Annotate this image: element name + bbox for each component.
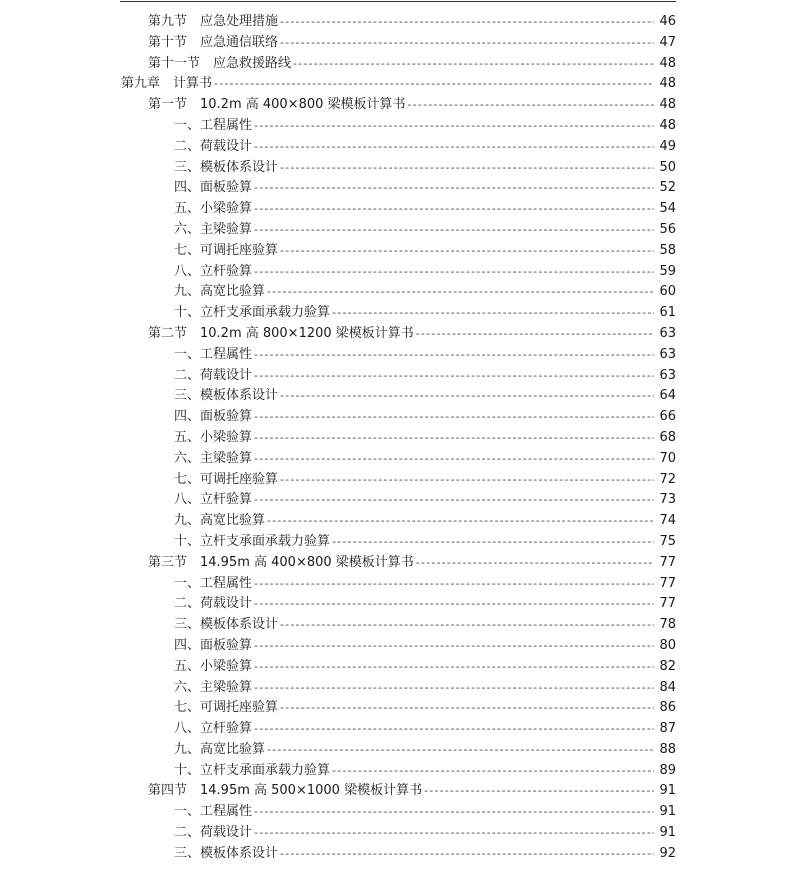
toc-dot-leader — [408, 95, 654, 116]
toc-subsection-entry[interactable] — [0, 615, 793, 636]
toc-subsection-entry[interactable] — [0, 282, 793, 303]
toc-entry-title: 十、立杆支承面承载力验算 — [174, 762, 331, 778]
toc-dot-leader — [214, 74, 654, 95]
toc-subsection-entry[interactable] — [0, 761, 793, 782]
toc-page-number: 77 — [659, 554, 676, 570]
toc-dot-leader — [280, 158, 654, 179]
toc-section-entry[interactable] — [0, 54, 793, 75]
toc-page-number: 64 — [659, 388, 676, 404]
toc-entry-title: 第四节 14.95m 高 500×1000 梁模板计算书 — [148, 783, 423, 799]
toc-dot-leader — [254, 178, 654, 199]
toc-entry-title: 第二节 10.2m 高 800×1200 梁模板计算书 — [148, 325, 414, 341]
toc-page-number: 73 — [659, 492, 676, 508]
toc-subsection-entry[interactable] — [0, 220, 793, 241]
toc-subsection-entry[interactable] — [0, 844, 793, 865]
toc-entry-title: 四、面板验算 — [174, 637, 253, 653]
toc-dot-leader — [280, 470, 654, 491]
toc-subsection-entry[interactable] — [0, 345, 793, 366]
toc-dot-leader — [254, 719, 654, 740]
toc-entry-title: 七、可调托座验算 — [174, 242, 279, 258]
toc-entry-title: 六、主梁验算 — [174, 221, 253, 237]
toc-page-number: 91 — [659, 825, 676, 841]
toc-dot-leader — [254, 823, 654, 844]
toc-page-number: 91 — [659, 804, 676, 820]
toc-dot-leader — [267, 511, 654, 532]
toc-entry-title: 第九节 应急处理措施 — [148, 14, 279, 29]
toc-entry-title: 二、荷载设计 — [174, 367, 253, 383]
toc-page-number: 63 — [659, 367, 676, 383]
toc-page-number: 86 — [659, 700, 676, 716]
toc-dot-leader — [280, 844, 654, 865]
toc-entry-title: 一、工程属性 — [174, 117, 253, 133]
toc-page-number: 46 — [659, 14, 676, 29]
toc-page-number: 47 — [659, 34, 676, 50]
toc-dot-leader — [280, 12, 654, 33]
toc-subsection-entry[interactable] — [0, 823, 793, 844]
toc-entry-title: 一、工程属性 — [174, 804, 253, 820]
toc-page-number: 48 — [659, 76, 676, 92]
toc-entry-title: 第九章 计算书 — [121, 76, 213, 92]
toc-page-number: 82 — [659, 658, 676, 674]
toc-dot-leader — [254, 220, 654, 241]
toc-dot-leader — [254, 636, 654, 657]
toc-page-number: 68 — [659, 429, 676, 445]
toc-dot-leader — [280, 33, 654, 54]
toc-subsection-entry[interactable] — [0, 137, 793, 158]
toc-dot-leader — [424, 781, 654, 802]
toc-entry-title: 四、面板验算 — [174, 409, 253, 425]
toc-dot-leader — [280, 241, 654, 262]
toc-entry-title: 八、立杆验算 — [174, 492, 253, 508]
toc-dot-leader — [267, 282, 654, 303]
toc-dot-leader — [332, 532, 654, 553]
toc-page-number: 72 — [659, 471, 676, 487]
toc-subsection-entry[interactable] — [0, 594, 793, 615]
toc-section-entry[interactable] — [0, 12, 793, 33]
toc-section-entry[interactable] — [0, 324, 793, 345]
toc-entry-title: 第十节 应急通信联络 — [148, 34, 279, 50]
toc-page-number: 48 — [659, 55, 676, 71]
toc-dot-leader — [416, 553, 654, 574]
toc-page-number: 80 — [659, 637, 676, 653]
toc-entry-title: 五、小梁验算 — [174, 201, 253, 217]
toc-entry-title: 六、主梁验算 — [174, 679, 253, 695]
toc-chapter-entry[interactable] — [0, 74, 793, 95]
toc-page-number: 63 — [659, 346, 676, 362]
toc-entry-title: 第三节 14.95m 高 400×800 梁模板计算书 — [148, 554, 414, 570]
toc-subsection-entry[interactable] — [0, 158, 793, 179]
toc-dot-leader — [332, 303, 654, 324]
toc-dot-leader — [254, 199, 654, 220]
toc-dot-leader — [254, 678, 654, 699]
toc-subsection-entry[interactable] — [0, 574, 793, 595]
toc-dot-leader — [254, 449, 654, 470]
toc-entry-title: 三、模板体系设计 — [174, 617, 279, 633]
toc-subsection-entry[interactable] — [0, 303, 793, 324]
toc-page-number: 87 — [659, 721, 676, 737]
toc-entry-title: 二、荷载设计 — [174, 596, 253, 612]
toc-subsection-entry[interactable] — [0, 407, 793, 428]
toc-dot-leader — [416, 324, 654, 345]
toc-section-entry[interactable] — [0, 781, 793, 802]
toc-dot-leader — [254, 137, 654, 158]
toc-dot-leader — [254, 345, 654, 366]
toc-page-number: 74 — [659, 513, 676, 529]
toc-entry-title: 十、立杆支承面承载力验算 — [174, 533, 331, 549]
top-rule — [120, 1, 676, 2]
toc-page-number: 56 — [659, 221, 676, 237]
toc-subsection-entry[interactable] — [0, 532, 793, 553]
toc-subsection-entry[interactable] — [0, 178, 793, 199]
toc-page-number: 77 — [659, 575, 676, 591]
toc-page-number: 89 — [659, 762, 676, 778]
table-of-contents — [0, 12, 793, 865]
toc-page-number: 61 — [659, 305, 676, 321]
toc-subsection-entry[interactable] — [0, 802, 793, 823]
toc-page-number: 49 — [659, 138, 676, 154]
toc-subsection-entry[interactable] — [0, 698, 793, 719]
toc-dot-leader — [254, 574, 654, 595]
toc-entry-title: 三、模板体系设计 — [174, 388, 279, 404]
toc-dot-leader — [254, 657, 654, 678]
toc-entry-title: 十、立杆支承面承载力验算 — [174, 305, 331, 321]
toc-page-number: 58 — [659, 242, 676, 258]
toc-subsection-entry[interactable] — [0, 511, 793, 532]
toc-page-number: 59 — [659, 263, 676, 279]
toc-entry-title: 二、荷载设计 — [174, 138, 253, 154]
toc-subsection-entry[interactable] — [0, 678, 793, 699]
toc-subsection-entry[interactable] — [0, 241, 793, 262]
toc-dot-leader — [254, 802, 654, 823]
toc-subsection-entry[interactable] — [0, 262, 793, 283]
toc-page-number: 70 — [659, 450, 676, 466]
toc-entry-title: 一、工程属性 — [174, 575, 253, 591]
toc-subsection-entry[interactable] — [0, 199, 793, 220]
toc-subsection-entry[interactable] — [0, 386, 793, 407]
toc-page-number: 50 — [659, 159, 676, 175]
toc-entry-title: 七、可调托座验算 — [174, 700, 279, 716]
toc-page-number: 78 — [659, 617, 676, 633]
toc-entry-title: 五、小梁验算 — [174, 658, 253, 674]
toc-subsection-entry[interactable] — [0, 470, 793, 491]
toc-dot-leader — [267, 740, 654, 761]
toc-subsection-entry[interactable] — [0, 740, 793, 761]
toc-dot-leader — [293, 54, 654, 75]
toc-entry-title: 七、可调托座验算 — [174, 471, 279, 487]
toc-entry-title: 八、立杆验算 — [174, 263, 253, 279]
toc-subsection-entry[interactable] — [0, 449, 793, 470]
toc-page-number: 48 — [659, 117, 676, 133]
toc-page-number: 66 — [659, 409, 676, 425]
toc-page-number: 75 — [659, 533, 676, 549]
toc-subsection-entry[interactable] — [0, 428, 793, 449]
toc-entry-title: 五、小梁验算 — [174, 429, 253, 445]
toc-dot-leader — [254, 594, 654, 615]
toc-page-number: 60 — [659, 284, 676, 300]
toc-dot-leader — [332, 761, 654, 782]
toc-dot-leader — [280, 615, 654, 636]
toc-subsection-entry[interactable] — [0, 366, 793, 387]
toc-entry-title: 九、高宽比验算 — [174, 513, 266, 529]
toc-subsection-entry[interactable] — [0, 116, 793, 137]
toc-page-number: 48 — [659, 97, 676, 113]
toc-section-entry[interactable] — [0, 95, 793, 116]
toc-page-number: 77 — [659, 596, 676, 612]
toc-entry-title: 九、高宽比验算 — [174, 741, 266, 757]
toc-page-number: 92 — [659, 845, 676, 861]
toc-dot-leader — [254, 262, 654, 283]
toc-entry-title: 四、面板验算 — [174, 180, 253, 196]
toc-page-number: 63 — [659, 325, 676, 341]
toc-entry-title: 九、高宽比验算 — [174, 284, 266, 300]
toc-dot-leader — [254, 490, 654, 511]
toc-section-entry[interactable] — [0, 33, 793, 54]
toc-entry-title: 三、模板体系设计 — [174, 845, 279, 861]
toc-dot-leader — [254, 428, 654, 449]
toc-entry-title: 三、模板体系设计 — [174, 159, 279, 175]
toc-dot-leader — [280, 698, 654, 719]
toc-dot-leader — [254, 407, 654, 428]
toc-subsection-entry[interactable] — [0, 490, 793, 511]
toc-dot-leader — [280, 386, 654, 407]
toc-dot-leader — [254, 366, 654, 387]
toc-page-number: 88 — [659, 741, 676, 757]
toc-entry-title: 八、立杆验算 — [174, 721, 253, 737]
toc-section-entry[interactable] — [0, 553, 793, 574]
toc-subsection-entry[interactable] — [0, 636, 793, 657]
toc-subsection-entry[interactable] — [0, 719, 793, 740]
toc-entry-title: 第一节 10.2m 高 400×800 梁模板计算书 — [148, 97, 406, 113]
toc-entry-title: 第十一节 应急救援路线 — [148, 55, 292, 71]
toc-subsection-entry[interactable] — [0, 657, 793, 678]
toc-page-number: 54 — [659, 201, 676, 217]
toc-entry-title: 一、工程属性 — [174, 346, 253, 362]
toc-entry-title: 六、主梁验算 — [174, 450, 253, 466]
toc-page-number: 91 — [659, 783, 676, 799]
toc-dot-leader — [254, 116, 654, 137]
toc-entry-title: 二、荷载设计 — [174, 825, 253, 841]
toc-page-number: 52 — [659, 180, 676, 196]
toc-page-number: 84 — [659, 679, 676, 695]
